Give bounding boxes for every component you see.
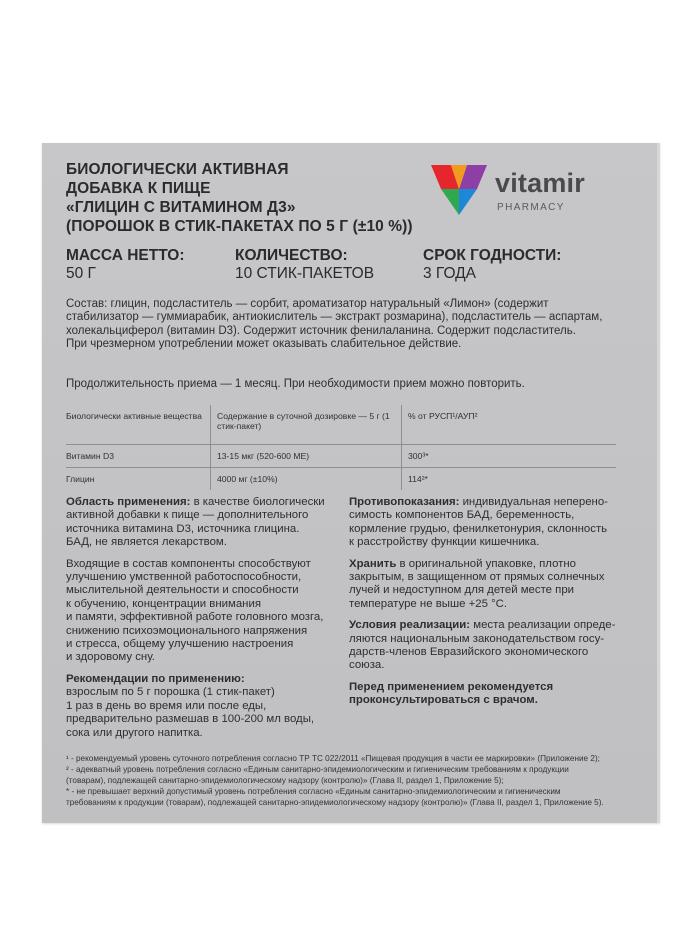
footnote-line: * - не превышает верхний допустимый уровень потребления согласно «Единым санитарно-эпидемиологическим и гигиеническим xyxy=(66,787,561,796)
components-line: к обучению, концентрации внимания xyxy=(66,597,261,610)
footnote-line: (товарам), подлежащей санитарно-эпидемиологическому надзору (контролю)» (Глава II, раздел 1, Приложение 5); xyxy=(66,776,504,785)
application-line: активной добавки к пище — дополнительного xyxy=(66,509,309,522)
components-line: снижению психоэмоционального напряжения xyxy=(66,624,308,637)
sale-title: Условия реализации: xyxy=(349,619,471,632)
title-line: (ПОРОШОК В СТИК-ПАКЕТАХ ПО 5 Г (±10 %)) xyxy=(66,218,413,235)
stat-label: КОЛИЧЕСТВО: xyxy=(235,247,348,264)
table-cell: Витамин D3 xyxy=(66,445,211,468)
stat-quantity xyxy=(235,247,374,283)
components-block xyxy=(66,558,336,665)
table-cell: 13-15 мкг (520-600 МЕ) xyxy=(211,445,402,468)
application-title: Область применения: xyxy=(66,496,191,508)
components-line: и здоровому сну. xyxy=(66,651,155,664)
usage-line: сока или другого напитка. xyxy=(66,726,203,739)
left-column xyxy=(66,496,336,740)
right-column xyxy=(349,496,619,708)
composition-line: При чрезмерном употреблении может оказывать слабительное действие. xyxy=(66,338,462,351)
table-header-row xyxy=(66,405,616,445)
footnote-line: требованиям к продукции (товарам), подлежащей санитарно-эпидемиологическому надзору (контролю)» (Глава II, раздел 1, Приложение 5). xyxy=(66,798,604,807)
storage-line: лучей и недоступном для детей месте при xyxy=(349,584,575,597)
components-line: и стресса, общему улучшению настроения xyxy=(66,638,294,651)
stat-value: 10 СТИК-ПАКЕТОВ xyxy=(235,265,375,282)
usage-title: Рекомендации по применению: xyxy=(66,672,245,685)
footnote-line: ² - адекватный уровень потребления согласно «Единым санитарно-эпидемиологическим и гигиеническим требованиям к продукции xyxy=(66,765,569,774)
contraindications-block xyxy=(349,496,619,550)
stat-label: МАССА НЕТТО: xyxy=(66,247,185,264)
table-row xyxy=(66,445,616,468)
stat-net-mass xyxy=(66,247,185,283)
composition-block xyxy=(66,298,646,352)
contra-line: к расстройству функции кишечника. xyxy=(349,536,540,549)
usage-line: 1 раз в день во время или после еды, xyxy=(66,699,267,712)
contra-line: симость компонентов БАД, беременность, xyxy=(349,509,575,522)
composition-line: Состав: глицин, подсластитель — сорбит, ароматизатор натуральный «Лимон» (содержит xyxy=(66,298,549,310)
application-line: источника витамина D3, источника глицина. xyxy=(66,522,300,535)
stat-value: 3 ГОДА xyxy=(423,265,477,282)
components-line: Входящие в состав компоненты способствуют xyxy=(66,557,311,570)
consult-line: проконсультироваться с врачом. xyxy=(349,694,538,707)
storage-line: температуре не выше +25 °C. xyxy=(349,597,508,610)
table-header-cell: Биологически активные вещества xyxy=(66,405,211,445)
sale-conditions-block xyxy=(349,619,619,673)
title-line: ДОБАВКА К ПИЩЕ xyxy=(66,180,211,197)
title-line: «ГЛИЦИН С ВИТАМИНОМ Д3» xyxy=(66,199,296,216)
contra-line: индивидуальная неперено- xyxy=(459,496,608,508)
storage-title: Хранить xyxy=(349,557,397,570)
components-line: и памяти, эффективной работе головного мозга, xyxy=(66,611,324,624)
application-block xyxy=(66,496,336,550)
table-cell: 300³* xyxy=(402,445,617,468)
vitamir-heart-icon xyxy=(427,159,491,219)
table-header-cell: % от РУСП¹/АУП² xyxy=(408,411,478,421)
stat-value: 50 Г xyxy=(66,265,96,282)
application-line: в качестве биологически xyxy=(190,496,325,508)
sale-line: союза. xyxy=(349,659,385,672)
footnote-line: ¹ - рекомендуемый уровень суточного потребления согласно ТР ТС 022/2011 «Пищевая продукция в части ее маркировки» (Приложение 2); xyxy=(66,754,600,763)
table-cell: 114²* xyxy=(408,474,428,484)
title-line: БИОЛОГИЧЕСКИ АКТИВНАЯ xyxy=(66,161,289,178)
stat-label: СРОК ГОДНОСТИ: xyxy=(423,247,562,264)
product-title xyxy=(66,160,426,236)
product-box-back xyxy=(42,143,660,823)
contra-line: кормление грудью, фенилкетонурия, склонность xyxy=(349,522,608,535)
contra-title: Противопоказания: xyxy=(349,496,460,508)
nutrient-table xyxy=(66,405,616,490)
usage-line: взрослым по 5 г порошка (1 стик-пакет) xyxy=(66,686,275,699)
table-cell: 4000 мг (±10%) xyxy=(211,468,402,491)
footnotes xyxy=(66,753,626,808)
usage-block xyxy=(66,673,336,740)
sale-line: места реализации опреде- xyxy=(470,619,616,632)
storage-block xyxy=(349,558,619,612)
components-line: улучшению умственной работоспособности, xyxy=(66,571,302,584)
table-cell: Глицин xyxy=(66,468,211,491)
consult-line: Перед применением рекомендуется xyxy=(349,680,554,693)
intake-duration: Продолжительность приема — 1 месяц. При необходимости прием можно повторить. xyxy=(66,378,525,390)
sale-line: дарств-членов Евразийского экономического xyxy=(349,646,589,659)
composition-line: холекальциферол (витамин D3). Содержит источник фенилаланина. Содержит подсластитель. xyxy=(66,324,576,337)
table-header-cell: Содержание в суточной дозировке — 5 г (1 стик-пакет) xyxy=(211,405,402,445)
usage-line: предварительно размешав в 100-200 мл воды, xyxy=(66,713,315,726)
vitamir-logo xyxy=(427,159,627,219)
logo-wordmark: vitamir xyxy=(495,168,585,198)
sale-line: ляются национальным законодательством госу- xyxy=(349,632,605,645)
storage-line: закрытым, в защищенном от прямых солнечных xyxy=(349,571,605,584)
consult-doctor-block xyxy=(349,681,619,708)
components-line: мыслительной деятельности и способности xyxy=(66,584,299,597)
composition-line: стабилизатор — гуммиарабик, антиокислитель — экстракт розмарина), подсластитель — аспартам, xyxy=(66,311,603,324)
stat-shelf-life xyxy=(423,247,561,283)
table-row xyxy=(66,468,616,491)
logo-tagline: PHARMACY xyxy=(497,202,565,213)
application-line: БАД, не является лекарством. xyxy=(66,536,227,549)
storage-line: в оригинальной упаковке, плотно xyxy=(396,557,576,570)
